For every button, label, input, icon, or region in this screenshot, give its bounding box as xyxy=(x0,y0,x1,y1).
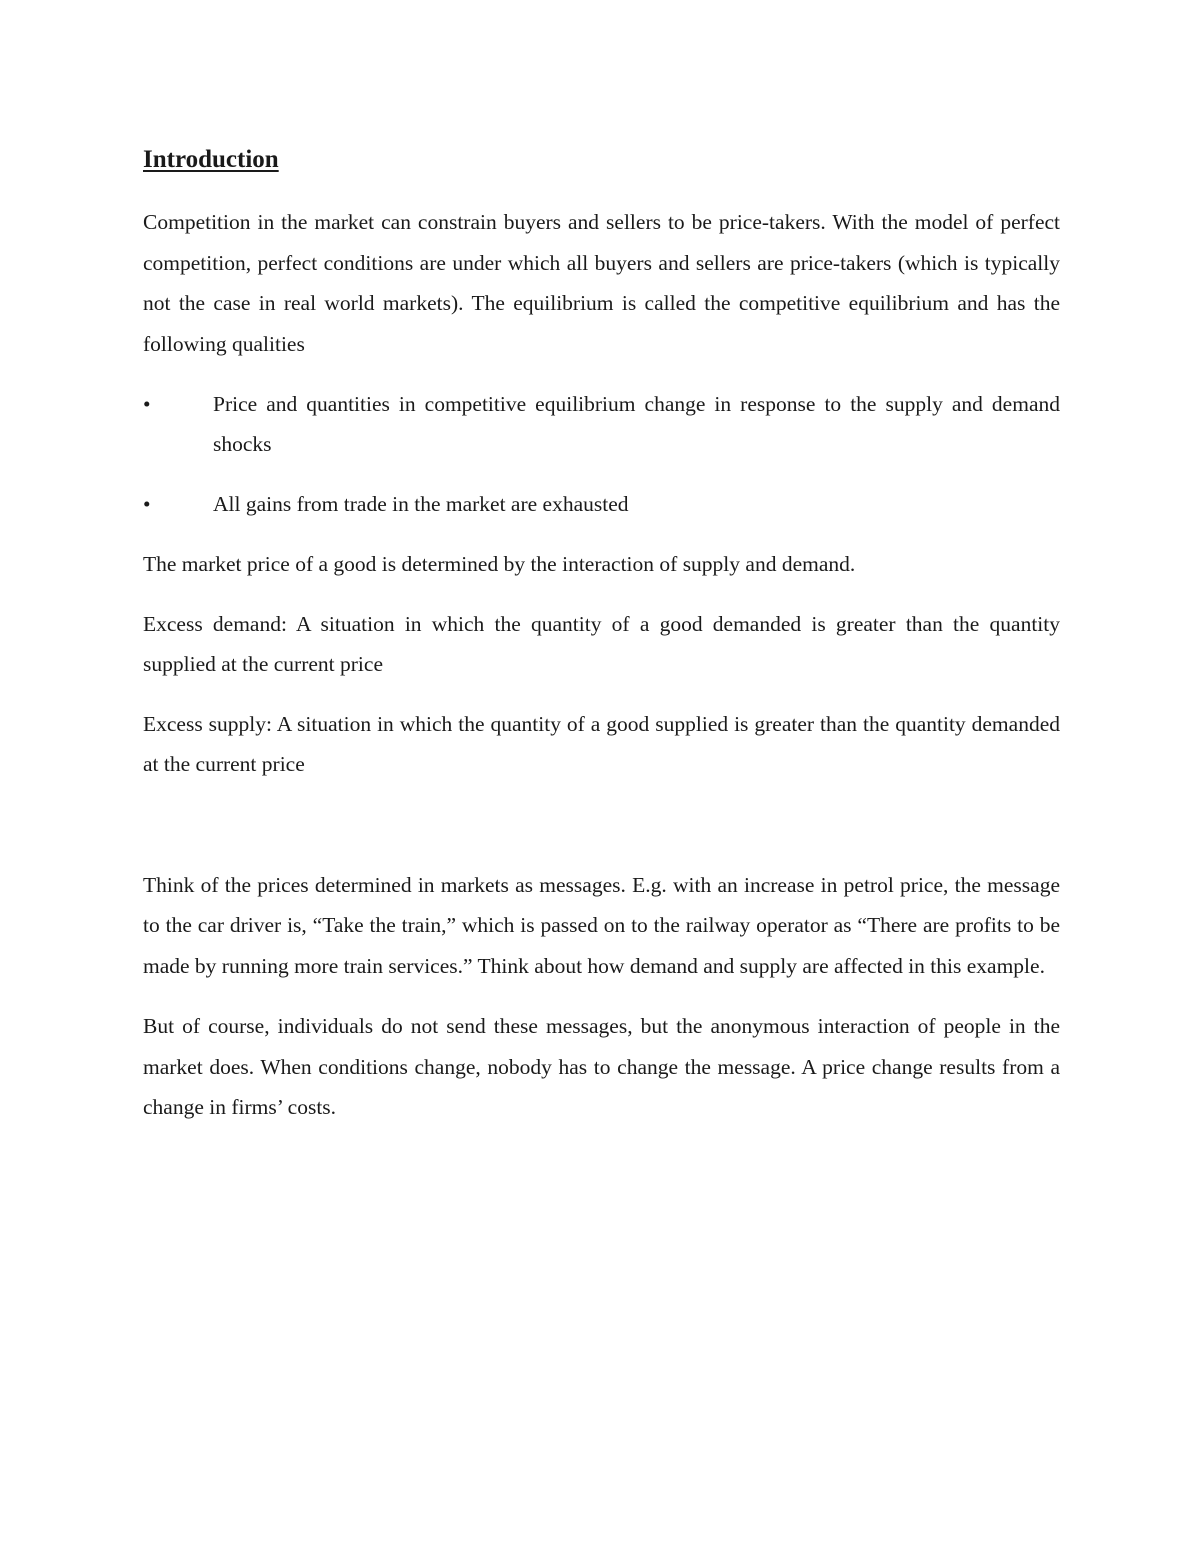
excess-demand-paragraph: Excess demand: A situation in which the quantity of a good demanded is greater than the quantity supplied at the current price xyxy=(143,611,1060,676)
bullet-item xyxy=(143,484,1060,524)
paragraph-spacer xyxy=(143,805,1060,865)
market-price-paragraph: The market price of a good is determined by the interaction of supply and demand. xyxy=(143,552,856,576)
messages-paragraph: Think of the prices determined in markets as messages. E.g. with an increase in petrol price, the message to the car driver is, “Take the train,” which is passed on to the railway operator as “There are profits to be made by running more train services.” Think about how demand and supply are affected in this example. xyxy=(143,872,1060,978)
document-page xyxy=(143,140,1060,1148)
anonymous-interaction-paragraph: But of course, individuals do not send these messages, but the anonymous interaction of people in the market does. When conditions change, nobody has to change the message. A price change results from a change in firms’ costs. xyxy=(143,1014,1060,1119)
bullet-icon: • xyxy=(143,392,151,416)
bullet-text: All gains from trade in the market are exhausted xyxy=(213,492,629,516)
bullet-icon: • xyxy=(143,492,151,516)
excess-supply-paragraph: Excess supply: A situation in which the quantity of a good supplied is greater than the quantity demanded at the current price xyxy=(143,711,1060,776)
intro-paragraph: Competition in the market can constrain buyers and sellers to be price-takers. With the model of perfect competition, perfect conditions are under which all buyers and sellers are price-takers (which is typically not the case in real world markets). The equilibrium is called the competitive equilibrium and has the following qualities xyxy=(143,210,1060,356)
section-heading: Introduction xyxy=(143,146,279,173)
bullet-item xyxy=(143,384,1060,464)
bullet-text: Price and quantities in competitive equilibrium change in response to the supply and demand shocks xyxy=(213,392,1060,456)
